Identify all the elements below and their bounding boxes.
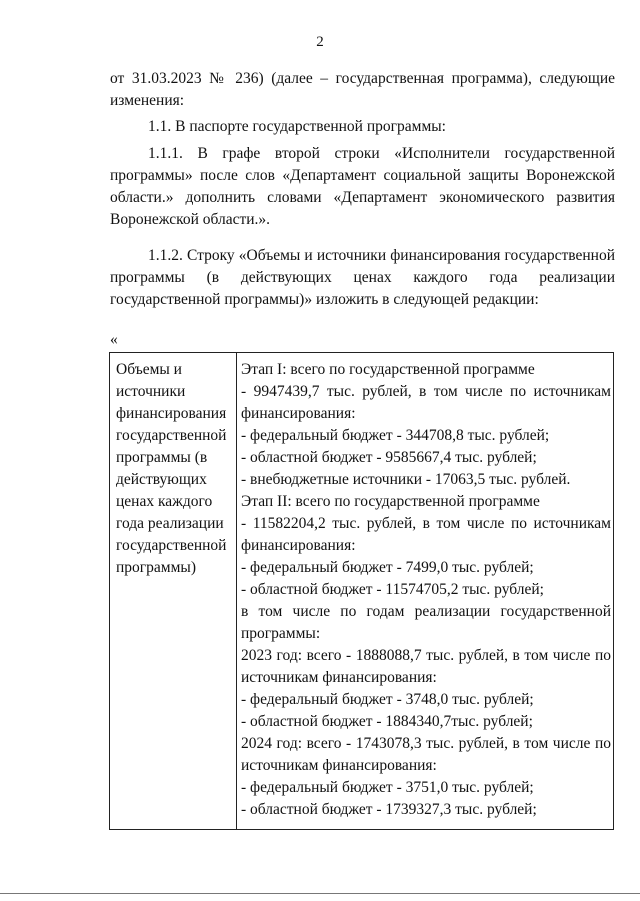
paragraph-1-1-2: 1.1.2. Строку «Объемы и источники финансирования государственной программы (в действующих ценах каждого года реализации государственной программы)» изложить в следующей редакции: <box>110 247 615 308</box>
bottom-divider <box>0 893 640 894</box>
paragraph-intro: от 31.03.2023 № 236) (далее – государственная программа), следующие изменения: <box>110 70 615 109</box>
table-line: - областной бюджет - 9585667,4 тыс. рублей; <box>241 449 537 466</box>
table-row <box>110 353 614 830</box>
table-line: Этап II: всего по государственной программе <box>241 493 540 510</box>
table-line: - федеральный бюджет - 7499,0 тыс. рублей; <box>241 559 534 576</box>
table-line: Этап I: всего по государственной программе <box>241 361 535 378</box>
table-label-cell: Объемы и источники финансирования государственной программы (в действующих ценах каждого года реализации государственной программы) <box>110 353 237 830</box>
table-line: в том числе по годам реализации государственной программы: <box>241 603 611 642</box>
paragraph-1-1-1: 1.1.1. В графе второй строки «Исполнители государственной программы» после слов «Департамент социальной защиты Воронежской области.» дополнить словами «Департамент экономического развития Воронежской области.». <box>110 145 615 228</box>
paragraph-1-1: 1.1. В паспорте государственной программы: <box>148 118 446 135</box>
table-line: - областной бюджет - 1739327,3 тыс. рублей; <box>241 801 537 818</box>
table-line: - федеральный бюджет - 3748,0 тыс. рублей; <box>241 691 534 708</box>
table-line: - федеральный бюджет - 344708,8 тыс. рублей; <box>241 427 550 444</box>
page-number: 2 <box>316 34 324 50</box>
financing-table <box>109 352 614 830</box>
table-line: - внебюджетные источники - 17063,5 тыс. рублей. <box>241 471 571 488</box>
table-line: - 11582204,2 тыс. рублей, в том числе по источникам финансирования: <box>241 515 611 554</box>
table-line: 2024 год: всего - 1743078,3 тыс. рублей, в том числе по источникам финансирования: <box>241 735 611 774</box>
table-line: - областной бюджет - 11574705,2 тыс. рублей; <box>241 581 544 598</box>
table-line: - федеральный бюджет - 3751,0 тыс. рублей; <box>241 779 534 796</box>
opening-quote: « <box>110 331 118 348</box>
table-line: 2023 год: всего - 1888088,7 тыс. рублей, в том числе по источникам финансирования: <box>241 647 611 686</box>
table-line: - 9947439,7 тыс. рублей, в том числе по источникам финансирования: <box>241 383 611 422</box>
table-content-cell <box>237 353 614 830</box>
table-line: - областной бюджет - 1884340,7тыс. рублей; <box>241 713 533 730</box>
